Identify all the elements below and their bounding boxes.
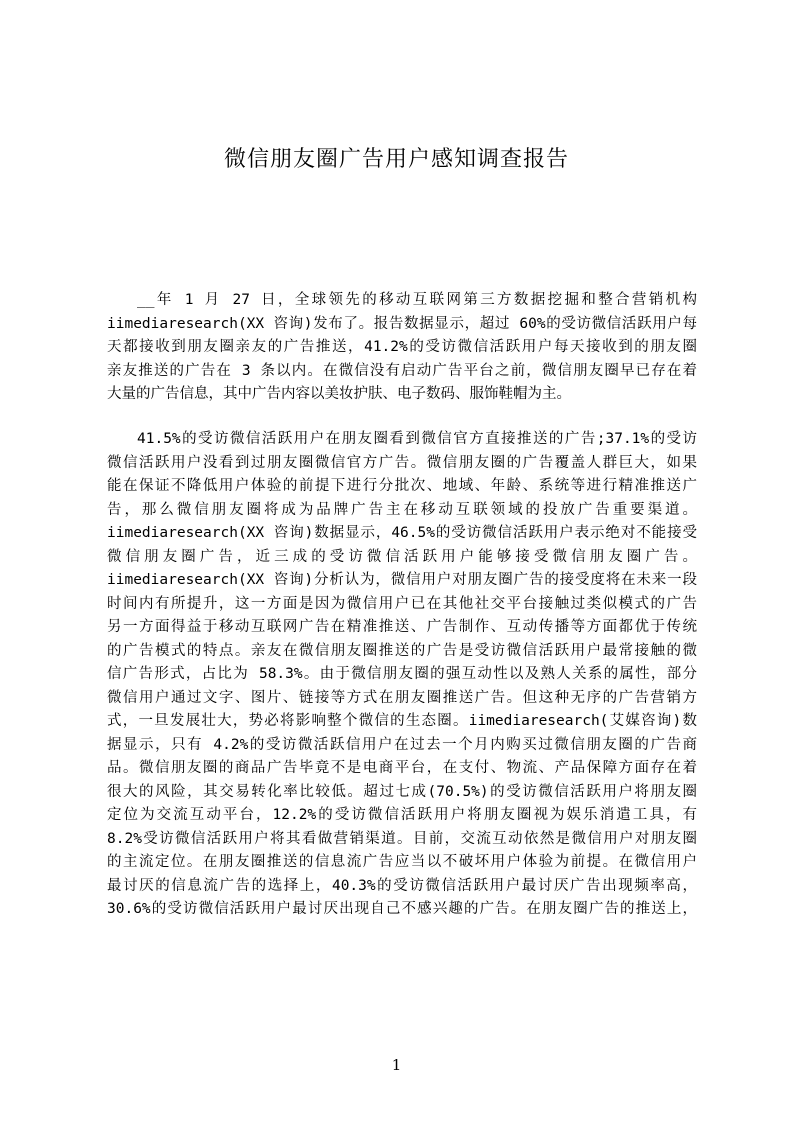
paragraph-line: 信广告形式，占比为 58.3%。由于微信朋友圈的强互动性以及熟人关系的属性，部分 xyxy=(107,666,697,682)
paragraph-line: 微信活跃用户没看到过朋友圈微信官方广告。微信朋友圈的广告覆盖人群巨大，如果 xyxy=(107,454,697,471)
paragraph-line: 式，一旦发展壮大，势必将影响整个微信的生态圈。iimediaresearch(艾媒咨询)数 xyxy=(107,713,697,729)
paragraph-line: __年 1 月 27 日，全球领先的移动互联网第三方数据挖掘和整合营销机构 xyxy=(137,292,697,308)
paragraph-line: 的广告模式的特点。亲友在微信朋友圈推送的广告是受访微信活跃用户最常接触的微 xyxy=(107,642,697,659)
paragraph-line: 告，那么微信朋友圈将成为品牌广告主在移动互联领域的投放广告重要渠道。 xyxy=(107,501,697,518)
paragraph-line: 大量的广告信息，其中广告内容以美妆护肤、电子数码、服饰鞋帽为主。 xyxy=(107,386,571,402)
paragraph-line: 的主流定位。在朋友圈推送的信息流广告应当以不破坏用户体验为前提。在微信用户 xyxy=(107,854,697,870)
paragraph-line: 30.6%的受访微信活跃用户最讨厌出现自己不感兴趣的广告。在朋友圈广告的推送上， xyxy=(107,901,697,917)
paragraph-line: 微信朋友圈广告，近三成的受访微信活跃用户能够接受微信朋友圈广告。 xyxy=(107,548,697,565)
paragraph-line: 天都接收到朋友圈亲友的广告推送，41.2%的受访微信活跃用户每天接收到的朋友圈 xyxy=(107,339,697,355)
paragraph-line: 定位为交流互动平台，12.2%的受访微信活跃用户将朋友圈视为娱乐消遣工具，有 xyxy=(107,807,697,823)
paragraph-line: 很大的风险，其交易转化率比较低。超过七成(70.5%)的受访微信活跃用户将朋友圈 xyxy=(107,783,697,800)
paragraph-line: iimediaresearch(XX 咨询)发布了。报告数据显示，超过 60%的受访微信活跃用户每 xyxy=(107,315,697,332)
paragraph-line: iimediaresearch(XX 咨询)分析认为，微信用户对朋友圈广告的接受度将在未来一段 xyxy=(107,572,697,588)
paragraph-line: 据显示，只有 4.2%的受访微活跃信用户在过去一个月内购买过微信朋友圈的广告商 xyxy=(107,736,697,753)
page-number: 1 xyxy=(391,1056,402,1074)
paragraph-2 xyxy=(107,428,697,922)
paragraph-line: iimediaresearch(XX 咨询)数据显示，46.5%的受访微信活跃用户表示绝对不能接受 xyxy=(107,525,697,541)
paragraph-line: 品。微信朋友圈的商品广告毕竟不是电商平台，在支付、物流、产品保障方面存在着 xyxy=(107,760,697,776)
paragraph-line: 微信用户通过文字、图片、链接等方式在朋友圈推送广告。但这种无序的广告营销方 xyxy=(107,689,697,706)
document-title: 微信朋友圈广告用户感知调查报告 xyxy=(223,147,569,172)
paragraph-line: 41.5%的受访微信活跃用户在朋友圈看到微信官方直接推送的广告;37.1%的受访 xyxy=(137,431,697,447)
paragraph-line: 亲友推送的广告在 3 条以内。在微信没有启动广告平台之前，微信朋友圈早已存在着 xyxy=(107,362,697,379)
paragraph-line: 能在保证不降低用户体验的前提下进行分批次、地域、年龄、系统等进行精准推送广 xyxy=(107,478,697,494)
paragraph-line: 最讨厌的信息流广告的选择上，40.3%的受访微信活跃用户最讨厌广告出现频率高， xyxy=(107,877,697,894)
paragraph-line: 8.2%受访微信活跃用户将其看做营销渠道。目前，交流互动依然是微信用户对朋友圈 xyxy=(107,830,697,847)
paragraph-line: 时间内有所提升，这一方面是因为微信用户已在其他社交平台接触过类似模式的广告 xyxy=(107,595,697,612)
paragraph-line: 另一方面得益于移动互联网广告在精准推送、广告制作、互动传播等方面都优于传统 xyxy=(107,619,697,635)
paragraph-1 xyxy=(107,289,697,407)
